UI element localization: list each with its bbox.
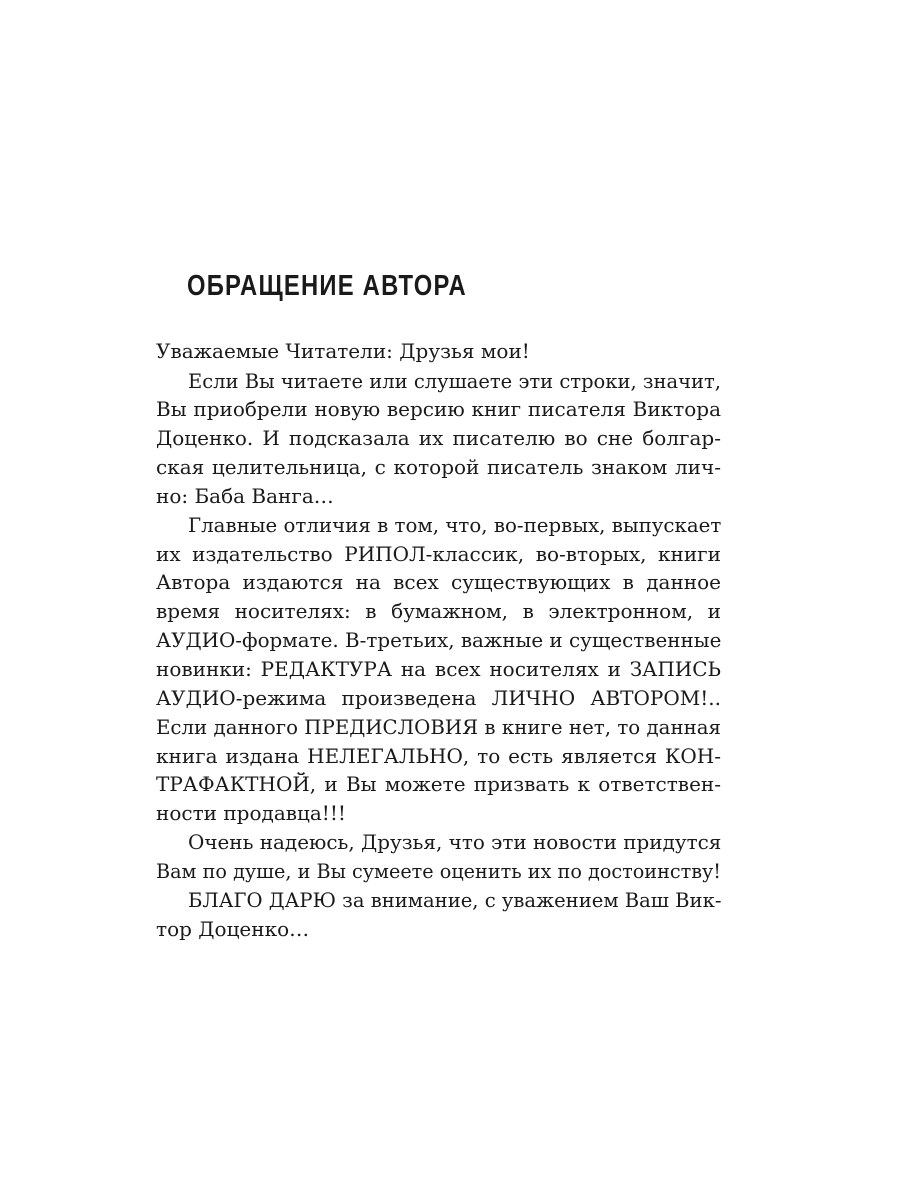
- text-line: новинки: РЕДАКТУРА на всех носителях и ЗАПИСЬ: [156, 657, 721, 681]
- text-line: Доценко. И подсказала их писателю во сне болгар-: [156, 426, 721, 450]
- text-line: Автора издаются на всех существующих в данное: [156, 570, 721, 594]
- text-line: Если Вы читаете или слушаете эти строки, значит,: [188, 369, 721, 393]
- text-line: Вы приобрели новую версию книг писателя Виктора: [156, 397, 721, 421]
- text-line: ТРАФАКТНОЙ, и Вы можете призвать к ответствен-: [156, 772, 721, 796]
- text-line: БЛАГО ДАРЮ за внимание, с уважением Ваш Вик-: [188, 888, 722, 912]
- text-line: тор Доценко…: [156, 917, 310, 941]
- text-line: Если данного ПРЕДИСЛОВИЯ в книге нет, то данная: [156, 715, 722, 739]
- text-line: ская целительница, с которой писатель знаком лич-: [156, 455, 721, 479]
- text-line: книга издана НЕЛЕГАЛЬНО, то есть является КОН-: [156, 744, 721, 768]
- text-line: АУДИО-формате. В-третьих, важные и существенные: [156, 628, 722, 652]
- text-line: Очень надеюсь, Друзья, что эти новости придутся: [188, 830, 722, 854]
- text-line: Вам по душе, и Вы сумеете оценить их по достоинству!: [156, 859, 722, 883]
- text-line: но: Баба Ванга…: [156, 484, 334, 508]
- text-line: время носителях: в бумажном, в электронном, и: [156, 599, 721, 623]
- text-line: ности продавца!!!: [156, 801, 346, 825]
- text-line: Уважаемые Читатели: Друзья мои!: [156, 339, 530, 363]
- text-line: АУДИО-режима произведена ЛИЧНО АВТОРОМ!..: [156, 686, 721, 710]
- text-line: Главные отличия в том, что, во-первых, выпускает: [188, 513, 722, 537]
- text-line: их издательство РИПОЛ-классик, во-вторых, книги: [156, 542, 721, 566]
- page-title: ОБРАЩЕНИЕ АВТОРА: [187, 270, 467, 302]
